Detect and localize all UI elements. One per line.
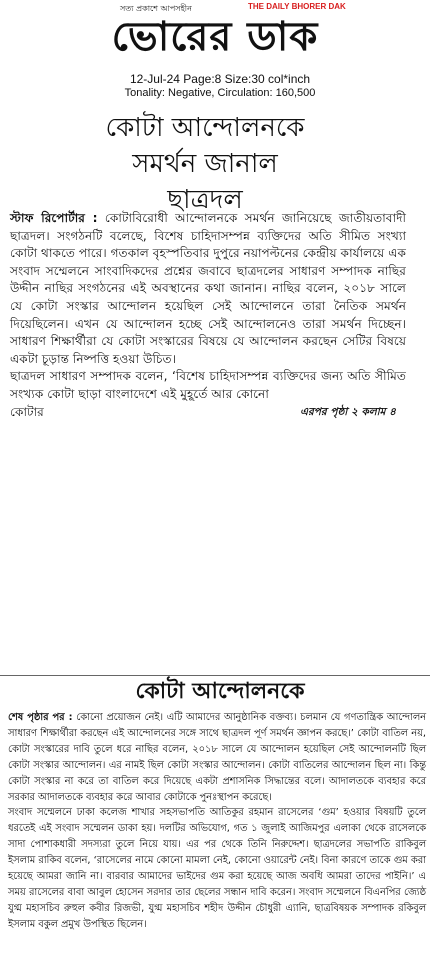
masthead-tagline: সত্য প্রকাশে আপসহীন bbox=[120, 4, 192, 13]
continuation-headline: কোটা আন্দোলনকে bbox=[135, 679, 305, 704]
continuation-body bbox=[8, 710, 426, 933]
clip-info-tonality: Tonality: Negative, Circulation: 160,500 bbox=[124, 87, 316, 99]
section-divider bbox=[0, 675, 430, 676]
last-word: কোটার bbox=[10, 404, 44, 419]
headline-line: সমর্থন জানাল bbox=[132, 149, 278, 179]
continuation-paragraph bbox=[8, 710, 426, 805]
byline: স্টাফ রিপোর্টার : bbox=[10, 211, 98, 225]
continuation-paragraph: সংবাদ সম্মেলনে ঢাকা কলেজ শাখার সহসভাপতি আতিকুর রহমান রাসেলের ‘গুম’ হওয়ার বিষয়টি তুলে ধরতেই এই সংবাদ সম্মেলন ডাকা হয়। দলটির অভিযোগ, গত ১ জুলাই আজিমপুর এলাকা থেকে রাসেলকে সাদা পোশাকধারী সদস্যরা তুলে নিয়ে যায়। এর পর থেকে তিনি নিরুদ্দেশ। ছাত্রদলের সভাপতি রাকিবুল ইসলাম রাকিব বলেন, ‘রাসেলের নামে কোনো মামলা নেই, কোনো ওয়ারেন্ট নেই। বিনা কারণে তাকে গুম করা হয়েছে আমরা জানি না। বারবার আমাদের ভাইদের গুম করা হয়েছে আজ অবধি আমরা তাদের পাইনি।’ এ সময় রাসেলের বাবা আবুল হোসেন সরদার তার ছেলের সন্ধান দাবি করেন। সংবাদ সম্মেলনে বিএনপির জ্যেষ্ঠ যুগ্ম মহাসচিব রুহুল কবীর রিজভী, যুগ্ম মহাসচিব শহীদ উদ্দীন চৌধুরী এ্যানি, ছাত্রবিষয়ক সম্পাদক রকিবুল ইসলাম বকুল প্রমুখ উপস্থিত ছিলেন। bbox=[8, 807, 426, 930]
headline-line: কোটা আন্দোলনকে bbox=[105, 113, 305, 143]
continued-reference: এরপর পৃষ্ঠা ২ কলাম ৪ bbox=[300, 405, 396, 418]
continuation-lead: শেষ পৃষ্ঠার পর : bbox=[8, 712, 73, 723]
article-headline bbox=[0, 110, 410, 218]
clip-info-page-size: 12-Jul-24 Page:8 Size:30 col*inch bbox=[129, 72, 311, 86]
article-body bbox=[10, 210, 406, 422]
newspaper-logo: ভোরের ডাক bbox=[111, 14, 319, 60]
headline-line: ছাত্রদল bbox=[167, 185, 243, 215]
continued-row bbox=[10, 404, 406, 422]
masthead-english-name: THE DAILY BHORER DAK bbox=[248, 2, 346, 11]
masthead bbox=[0, 0, 440, 72]
article-paragraph bbox=[10, 210, 406, 368]
article-paragraph: ছাত্রদল সাধারণ সম্পাদক বলেন, ‘বিশেষ চাহিদাসম্পন্ন ব্যক্তিদের জন্য অতি সীমিত সংখ্যক কোটা ছাড়া বাংলাদেশে এই মুহূর্তে আর কোনো bbox=[10, 369, 406, 401]
paragraph-text: কোনো প্রয়োজন নেই। এটি আমাদের আনুষ্ঠানিক বক্তব্য। চলমান যে গণতান্ত্রিক আন্দোলন সাধারণ শিক্ষার্থীরা করছেন এই আন্দোলনের সঙ্গে সাথে ছাত্রদল পূর্ণ সমর্থন জ্ঞাপন করছে।’ কোটা বাতিল নয়, কোটা সংস্কারের দাবি তুলে ধরে নাছির বলেন, ২০১৮ সালে যে আন্দোলন হয়েছিল সেই আন্দোলনটি ছিল কোটা সংস্কার আন্দোলন। এর নামই ছিল কোটা সংস্কার আন্দোলন। কোটা বাতিলের আন্দোলন ছিল না। কিন্তু কোটা সংস্কার না করে তা বাতিল করে দিয়েছে একটা প্রশাসনিক সিদ্ধান্তের বলে। আদালতকে ব্যবহার করে সরকার আদালতকে ব্যবহার করে আবার কোটাকে পুনঃস্থাপন করেছে। bbox=[8, 712, 427, 803]
paragraph-text: কোটাবিরোধী আন্দোলনকে সমর্থন জানিয়েছে জাতীয়তাবাদী ছাত্রদল। সংগঠনটি বলেছে, বিশেষ চাহিদাসম্পন্ন ব্যক্তিদের অতি সীমিত সংখ্যা কোটা থাকতে পারে। গতকাল বৃহস্পতিবার দুপুরে নয়াপল্টনের কেন্দ্রীয় কার্যালয়ে এক সংবাদ সম্মেলনে সাংবাদিকদের প্রশ্নের জবাবে ছাত্রদলের সাধারণ সম্পাদক নাছির উদ্দীন নাছির সংগঠনের এই অবস্থানের কথা জানান। নাছির বলেন, ২০১৮ সালে যে কোটা সংস্কার আন্দোলন হয়েছিল সেই আন্দোলনে তারা নৈতিক সমর্থন দিয়েছিলেন। এখন যে আন্দোলন হচ্ছে সেই আন্দোলনেও তারা সমর্থন দিচ্ছেন। সাধারণ শিক্ষার্থীরা যে কোটা সংস্কারের বিষয়ে যে আন্দোলন করছেন সেটির বিষয়ে একটা চূড়ান্ত নিষ্পত্তি হওয়া উচিত। bbox=[10, 211, 407, 366]
